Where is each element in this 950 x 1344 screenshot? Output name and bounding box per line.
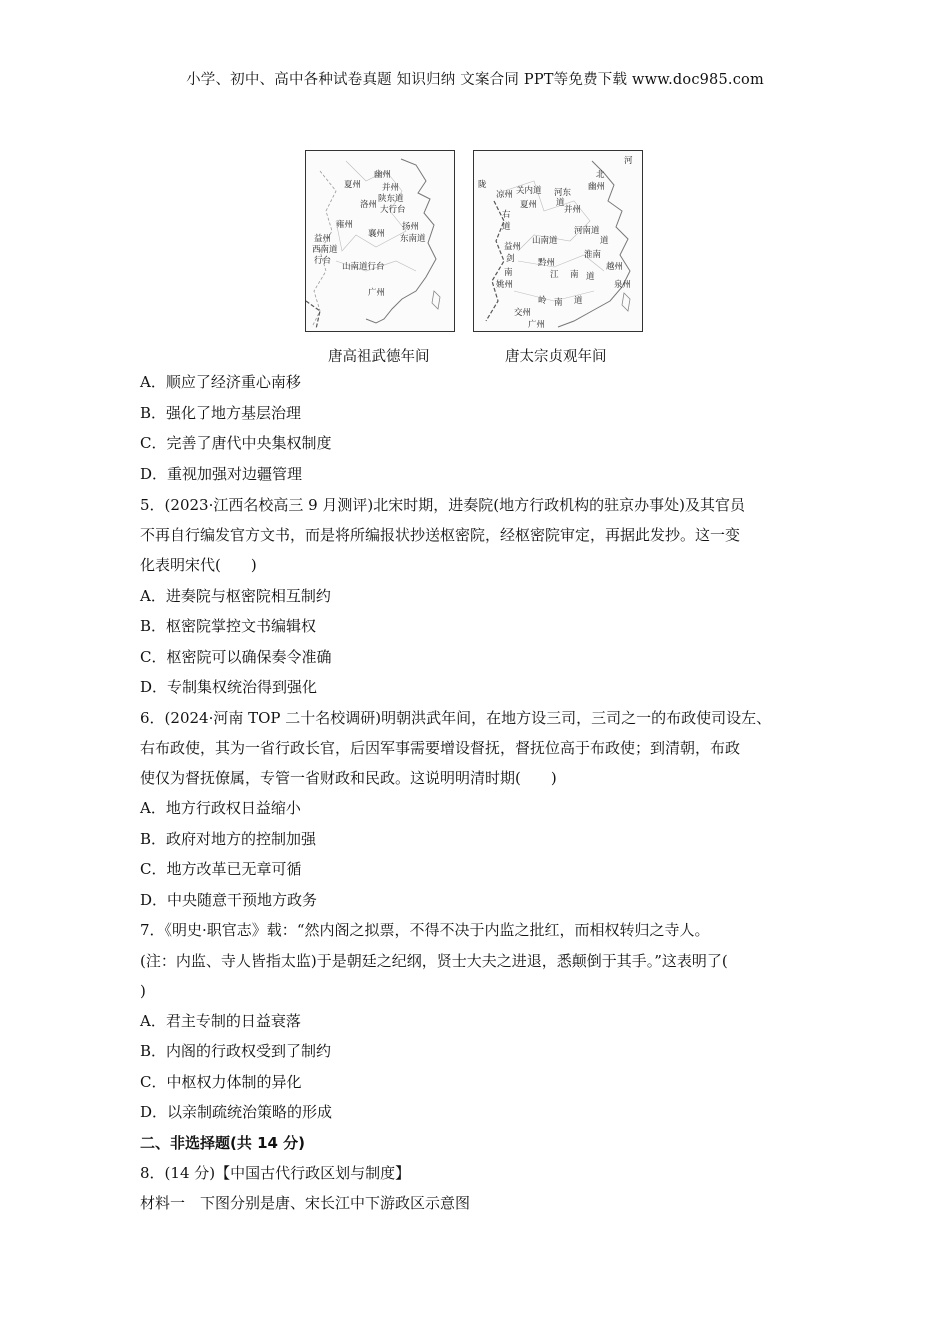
q6-stem-line: 6．(2024·河南 TOP 二十名校调研)明朝洪武年间，在地方设三司，三司之一的布政使司设左、 bbox=[140, 709, 772, 727]
map-label: 交州 bbox=[514, 308, 532, 318]
map-wude bbox=[305, 150, 455, 332]
map-label: 益州 bbox=[504, 242, 522, 252]
map-caption-left: 唐高祖武德年间 bbox=[328, 349, 430, 365]
map-label: 西南道 bbox=[312, 245, 338, 255]
map-label: 陇 bbox=[478, 180, 487, 190]
map-label: 南 bbox=[504, 268, 513, 278]
q6-option-d: D．中央随意干预地方政务 bbox=[140, 891, 318, 909]
map-label: 北 bbox=[596, 170, 605, 180]
map-label: 江 bbox=[550, 270, 559, 280]
map-label: 广州 bbox=[528, 320, 546, 330]
map-label: 广州 bbox=[368, 288, 386, 298]
map-zhenguan bbox=[473, 150, 643, 332]
map-label: 扬州 bbox=[402, 222, 420, 232]
map-label: 泉州 bbox=[614, 280, 632, 290]
map-label: 东南道 bbox=[400, 234, 426, 244]
map-label: 夏州 bbox=[520, 200, 538, 210]
map-label: 山南道 bbox=[532, 236, 558, 246]
map-label: 山南道行台 bbox=[342, 262, 385, 272]
map-label: 岭 bbox=[538, 296, 547, 306]
q4-option-b: B．强化了地方基层治理 bbox=[140, 404, 302, 422]
q4-option-c: C．完善了唐代中央集权制度 bbox=[140, 434, 332, 452]
map-label: 黔州 bbox=[538, 258, 556, 268]
section-heading: 二、非选择题(共 14 分) bbox=[140, 1134, 306, 1152]
q7-option-d: D．以亲制疏统治策略的形成 bbox=[140, 1103, 333, 1121]
q7-stem-line: (注：内监、寺人皆指太监)于是朝廷之纪纲，贤士大夫之进退，悉颠倒于其手。”这表明了( bbox=[140, 952, 728, 970]
q4-option-a: A．顺应了经济重心南移 bbox=[140, 373, 301, 391]
map-label: 行台 bbox=[314, 256, 332, 266]
q5-stem-line: 不再自行编发官方文书，而是将所编报状抄送枢密院，经枢密院审定，再据此发抄。这一变 bbox=[140, 526, 741, 544]
q7-option-b: B．内阁的行政权受到了制约 bbox=[140, 1042, 332, 1060]
q7-stem-line: ) bbox=[140, 982, 146, 1000]
map-label: 河东 bbox=[554, 188, 572, 198]
map-label: 道 bbox=[600, 236, 609, 246]
q7-option-a: A．君主专制的日益衰落 bbox=[140, 1012, 301, 1030]
map-label: 道 bbox=[556, 198, 565, 208]
q5-option-a: A．进奏院与枢密院相互制约 bbox=[140, 587, 331, 605]
map-label: 道 bbox=[586, 272, 595, 282]
map-label: 南 bbox=[570, 270, 579, 280]
q5-option-c: C．枢密院可以确保奏令准确 bbox=[140, 648, 332, 666]
q5-stem-line: 化表明宋代( ) bbox=[140, 556, 257, 574]
map-label: 陕东道 bbox=[378, 194, 404, 204]
map-label: 南 bbox=[554, 298, 563, 308]
q6-stem-line: 右布政使，其为一省行政长官，后因军事需要增设督抚，督抚位高于布政使；到清朝，布政 bbox=[140, 739, 741, 757]
map-label: 襄州 bbox=[368, 229, 386, 239]
q6-option-c: C．地方改革已无章可循 bbox=[140, 860, 302, 878]
map-label: 雍州 bbox=[336, 220, 354, 230]
map-label: 并州 bbox=[564, 205, 582, 215]
q8-material-caption: 材料一 下图分别是唐、宋长江中下游政区示意图 bbox=[140, 1194, 471, 1212]
map-label: 幽州 bbox=[588, 182, 606, 192]
map-label: 河 bbox=[624, 156, 633, 166]
map-label: 道 bbox=[574, 296, 583, 306]
q4-option-d: D．重视加强对边疆管理 bbox=[140, 465, 303, 483]
map-label: 洛州 bbox=[360, 200, 378, 210]
q5-option-b: B．枢密院掌控文书编辑权 bbox=[140, 617, 317, 635]
map-label: 凉州 bbox=[496, 190, 514, 200]
map-label: 夏州 bbox=[344, 180, 362, 190]
q7-stem-line: 7．《明史·职官志》载：“然内阁之拟票，不得不决于内监之批红，而相权转归之寺人。 bbox=[140, 921, 710, 939]
map-label: 淮南 bbox=[584, 250, 602, 260]
map-label: 剑 bbox=[506, 254, 515, 264]
page-header: 小学、初中、高中各种试卷真题 知识归纳 文案合同 PPT等免费下载 www.doc985.com bbox=[186, 72, 764, 88]
q5-option-d: D．专制集权统治得到强化 bbox=[140, 678, 318, 696]
q7-option-c: C．中枢权力体制的异化 bbox=[140, 1073, 302, 1091]
map-label: 姚州 bbox=[496, 280, 514, 290]
map-label: 益州 bbox=[314, 234, 332, 244]
map-label: 并州 bbox=[382, 183, 400, 193]
map-label: 关内道 bbox=[516, 186, 542, 196]
q8-title: 8．(14 分)【中国古代行政区划与制度】 bbox=[140, 1164, 411, 1182]
map-label: 越州 bbox=[606, 262, 624, 272]
map-label: 幽州 bbox=[374, 170, 392, 180]
map-label: 右 bbox=[502, 210, 511, 220]
map-caption-right: 唐太宗贞观年间 bbox=[505, 349, 607, 365]
map-label: 道 bbox=[502, 222, 511, 232]
map-label: 大行台 bbox=[380, 205, 406, 215]
map-label: 河南道 bbox=[574, 226, 600, 236]
q5-stem-line: 5．(2023·江西名校高三 9 月测评)北宋时期，进奏院(地方行政机构的驻京办事处)及其官员 bbox=[140, 496, 745, 514]
q6-option-a: A．地方行政权日益缩小 bbox=[140, 799, 301, 817]
q6-stem-line: 使仅为督抚僚属，专管一省财政和民政。这说明明清时期( ) bbox=[140, 769, 557, 787]
q6-option-b: B．政府对地方的控制加强 bbox=[140, 830, 317, 848]
